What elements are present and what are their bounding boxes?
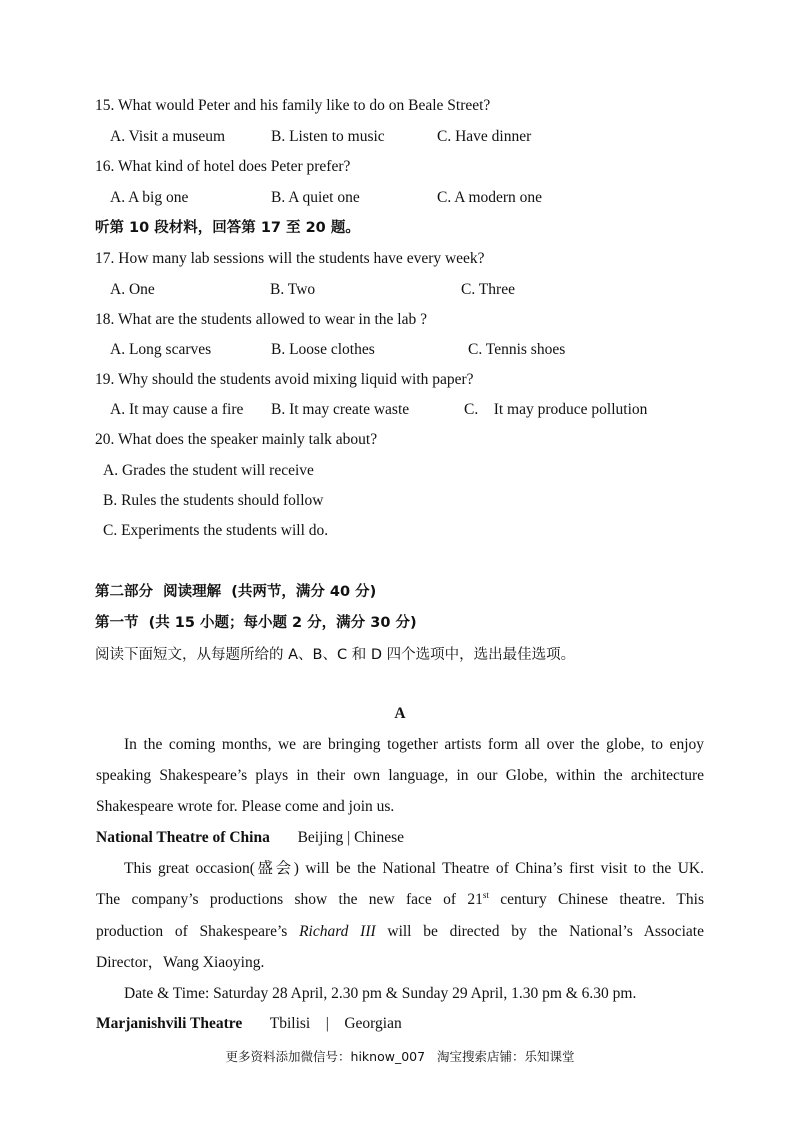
theatre-1-line-3 [96, 916, 704, 947]
theatre-2-name: Marjanishvili Theatre [96, 1015, 243, 1032]
question-16-option-b: B. A quiet one [271, 189, 360, 206]
section-one-heading: 第一节 (共 15 小题；每小题 2 分，满分 30 分) [95, 615, 417, 631]
theatre-1-line-2-end: century Chinese theatre. This [488, 891, 704, 908]
part-two-heading: 第二部分 阅读理解 (共两节，满分 40 分) [95, 584, 377, 600]
theatre-1-line-2 [96, 884, 704, 915]
question-17-option-a: A. One [110, 281, 155, 298]
theatre-1-line-4: Director，Wang Xiaoying. [96, 954, 265, 971]
ordinal-suffix: st [482, 889, 489, 900]
question-16-option-a: A. A big one [110, 189, 189, 206]
theatre-1-heading [96, 828, 404, 848]
theatre-1-line-3-end: will be directed by the National’s Associate [375, 923, 704, 940]
question-17-option-c: C. Three [461, 281, 515, 298]
question-18-stem: 18. What are the students allowed to wear in the lab ? [95, 311, 427, 328]
question-15-option-a: A. Visit a museum [110, 128, 226, 145]
question-15-option-b: B. Listen to music [271, 128, 385, 145]
intro-line-2: speaking Shakespeare’s plays in their own language, in our Globe, within the architecture [96, 767, 704, 784]
question-15-stem: 15. What would Peter and his family like to do on Beale Street? [95, 97, 491, 114]
question-18-option-b: B. Loose clothes [271, 341, 375, 358]
theatre-2-location: Tbilisi | Georgian [269, 1015, 402, 1032]
question-19-option-b: B. It may create waste [271, 401, 410, 418]
question-16-stem: 16. What kind of hotel does Peter prefer? [95, 158, 351, 175]
question-18-option-c: C. Tennis shoes [468, 341, 566, 358]
question-19-stem: 19. Why should the students avoid mixing liquid with paper? [95, 371, 474, 388]
theatre-1-location: Beijing | Chinese [297, 829, 405, 846]
question-16-option-c: C. A modern one [437, 189, 543, 206]
question-17-option-b: B. Two [270, 281, 316, 298]
theatre-1-line-3-start: production of Shakespeare’s [96, 923, 300, 940]
theatre-1-datetime: Date & Time: Saturday 28 April, 2.30 pm & Sunday 29 April, 1.30 pm & 6.30 pm. [124, 985, 637, 1002]
question-15-option-c: C. Have dinner [437, 128, 532, 145]
theatre-1-line-2-start: The company’s productions show the new face of 21 [96, 891, 483, 908]
intro-line-1: In the coming months, we are bringing together artists form all over the globe, to enjoy [124, 736, 704, 753]
question-20-stem: 20. What does the speaker mainly talk about? [95, 431, 378, 448]
theatre-1-name: National Theatre of China [96, 829, 270, 846]
section-10-instruction: 听第 10 段材料，回答第 17 至 20 题。 [95, 220, 360, 236]
page-footer: 更多资料添加微信号：hiknow_007 淘宝搜索店铺：乐知课堂 [225, 1049, 575, 1064]
question-20-option-c: C. Experiments the students will do. [103, 522, 329, 539]
question-17-stem: 17. How many lab sessions will the students have every week? [95, 250, 485, 267]
theatre-1-line-1: This great occasion(盛会) will be the National Theatre of China’s first visit to the UK. [124, 860, 704, 877]
passage-letter: A [394, 705, 406, 722]
question-20-option-b: B. Rules the students should follow [103, 492, 324, 509]
play-title: Richard III [299, 923, 376, 940]
question-18-option-a: A. Long scarves [110, 341, 212, 358]
question-19-option-a: A. It may cause a fire [110, 401, 244, 418]
question-20-option-a: A. Grades the student will receive [103, 462, 314, 479]
question-19-option-c: C. It may produce pollution [464, 401, 648, 418]
reading-instruction: 阅读下面短文，从每题所给的 A、B、C 和 D 四个选项中，选出最佳选项。 [95, 647, 576, 663]
intro-line-3: Shakespeare wrote for. Please come and join us. [96, 798, 395, 815]
theatre-2-heading [96, 1014, 402, 1034]
